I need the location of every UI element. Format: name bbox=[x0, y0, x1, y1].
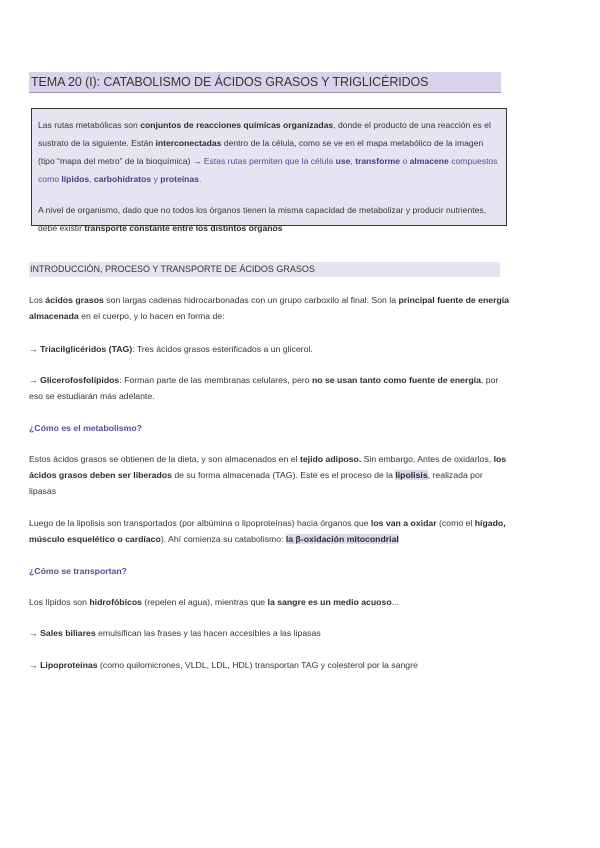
bold-text: hidrofóbicos bbox=[89, 597, 142, 607]
purple-bold-text: lípidos bbox=[61, 174, 90, 184]
summary-callout bbox=[31, 108, 507, 233]
metabolismo-paragraph bbox=[29, 451, 509, 499]
text: ). Ahí comienza su catabolismo: bbox=[160, 534, 286, 544]
text: , donde el producto de una reacción es el sustrato de la siguiente. Están bbox=[38, 120, 491, 148]
purple-bold-text: transforme bbox=[355, 156, 401, 166]
bold-text: principal fuente de energía almacenada bbox=[29, 295, 510, 321]
arrow: → bbox=[29, 660, 41, 670]
arrow: → bbox=[29, 628, 41, 638]
purple-bold-text: proteínas bbox=[160, 174, 199, 184]
bold-text: Glicerofosfolípidos bbox=[40, 375, 120, 385]
bold-text: Triacilglicéridos (TAG) bbox=[40, 344, 133, 354]
text: : Tres ácidos grasos esterificados a un glicerol. bbox=[132, 344, 313, 354]
purple-bold-text: use bbox=[335, 156, 351, 166]
text: emulsifican las frases y las hacen accesibles a las lipasas bbox=[95, 628, 321, 638]
bold-text: tejido adiposo. bbox=[299, 454, 362, 464]
highlighted-bold-text: la β-oxidación mitocondrial bbox=[285, 534, 399, 544]
text: A nivel de organismo, dado que no todos los órganos tienen la misma capacidad de metabolizar y producir nutrientes, debe existir bbox=[38, 205, 487, 233]
purple-text: o bbox=[400, 156, 410, 166]
text: Luego de la lipolisis son transportados (por albúmina o lipoproteínas) hacia órganos que bbox=[29, 518, 371, 528]
arrow: → bbox=[29, 375, 41, 385]
purple-text: . bbox=[198, 174, 202, 184]
text: (como quilomicrones, VLDL, LDL, HDL) transportan TAG y colesterol por la sangre bbox=[97, 660, 418, 670]
arrow: → bbox=[29, 344, 41, 354]
bold-text: Lipoproteínas bbox=[40, 660, 98, 670]
text: (repelen el agua), mientras que bbox=[141, 597, 268, 607]
bold-text: no se usan tanto como fuente de energía bbox=[311, 375, 481, 385]
purple-text: , bbox=[89, 174, 94, 184]
bold-text: ácidos grasos bbox=[45, 295, 104, 305]
bold-text: interconectadas bbox=[155, 138, 222, 148]
text: Las rutas metabólicas son bbox=[38, 120, 141, 130]
text: ... bbox=[391, 597, 399, 607]
lipolisis-paragraph bbox=[29, 515, 529, 547]
tag-item bbox=[29, 341, 529, 357]
bold-text: los van a oxidar bbox=[370, 518, 437, 528]
bold-text: los ácidos grasos deben ser liberados bbox=[29, 454, 507, 480]
text: dentro de la célula, como se ve en el mapa metabólico de la imagen (tipo “mapa del metro” de la bioquímica) → bbox=[38, 138, 484, 166]
purple-text: y bbox=[151, 174, 161, 184]
glicerofosfolipidos-item bbox=[29, 372, 509, 404]
bold-text: hígado, músculo esquelético o cardíaco bbox=[29, 518, 506, 544]
bold-text: la sangre es un medio acuoso bbox=[267, 597, 392, 607]
purple-bold-text: almacene bbox=[409, 156, 449, 166]
callout-paragraph-1 bbox=[38, 116, 498, 188]
purple-text: compuestos como bbox=[38, 156, 498, 184]
highlighted-bold-text: lipolisis bbox=[395, 470, 428, 480]
text: en el cuerpo, y lo hacen en forma de: bbox=[78, 311, 225, 321]
text: son largas cadenas hidrocarbonadas con un grupo carboxilo al final. Son la bbox=[103, 295, 399, 305]
intro-paragraph bbox=[29, 292, 529, 324]
text: Estos ácidos grasos se obtienen de la dieta, y son almacenados en el bbox=[29, 454, 300, 464]
text: (como el bbox=[436, 518, 475, 528]
bold-text: transporte constante entre los distintos órganos bbox=[84, 223, 283, 233]
page-title: TEMA 20 (I): CATABOLISMO DE ÁCIDOS GRASOS Y TRIGLICÉRIDOS bbox=[29, 72, 501, 93]
section-heading: INTRODUCCIÓN, PROCESO Y TRANSPORTE DE ÁCIDOS GRASOS bbox=[29, 262, 500, 277]
lipidos-paragraph bbox=[29, 594, 529, 610]
purple-bold-text: carbohidratos bbox=[93, 174, 152, 184]
text: : Forman parte de las membranas celulares, pero bbox=[119, 375, 312, 385]
lipoproteinas-item bbox=[29, 657, 529, 673]
callout-paragraph-2 bbox=[38, 201, 498, 237]
purple-text: , bbox=[350, 156, 356, 166]
text: Los lípidos son bbox=[29, 597, 90, 607]
bold-text: Sales biliares bbox=[40, 628, 96, 638]
text: Los bbox=[29, 295, 46, 305]
purple-text: Estas rutas permiten que la célula bbox=[203, 156, 336, 166]
text: , realizada por lipasas bbox=[29, 470, 483, 496]
text: de su forma almacenada (TAG). Este es el proceso de la bbox=[171, 470, 396, 480]
question-transporte: ¿Cómo se transportan? bbox=[29, 566, 127, 576]
text: Sin embargo, Antes de oxidarlos, bbox=[361, 454, 494, 464]
text: , por eso se estudiarán más adelante. bbox=[29, 375, 499, 401]
sales-biliares-item bbox=[29, 625, 529, 641]
bold-text: conjuntos de reacciones químicas organizadas bbox=[140, 120, 334, 130]
question-metabolismo: ¿Cómo es el metabolismo? bbox=[29, 423, 142, 433]
